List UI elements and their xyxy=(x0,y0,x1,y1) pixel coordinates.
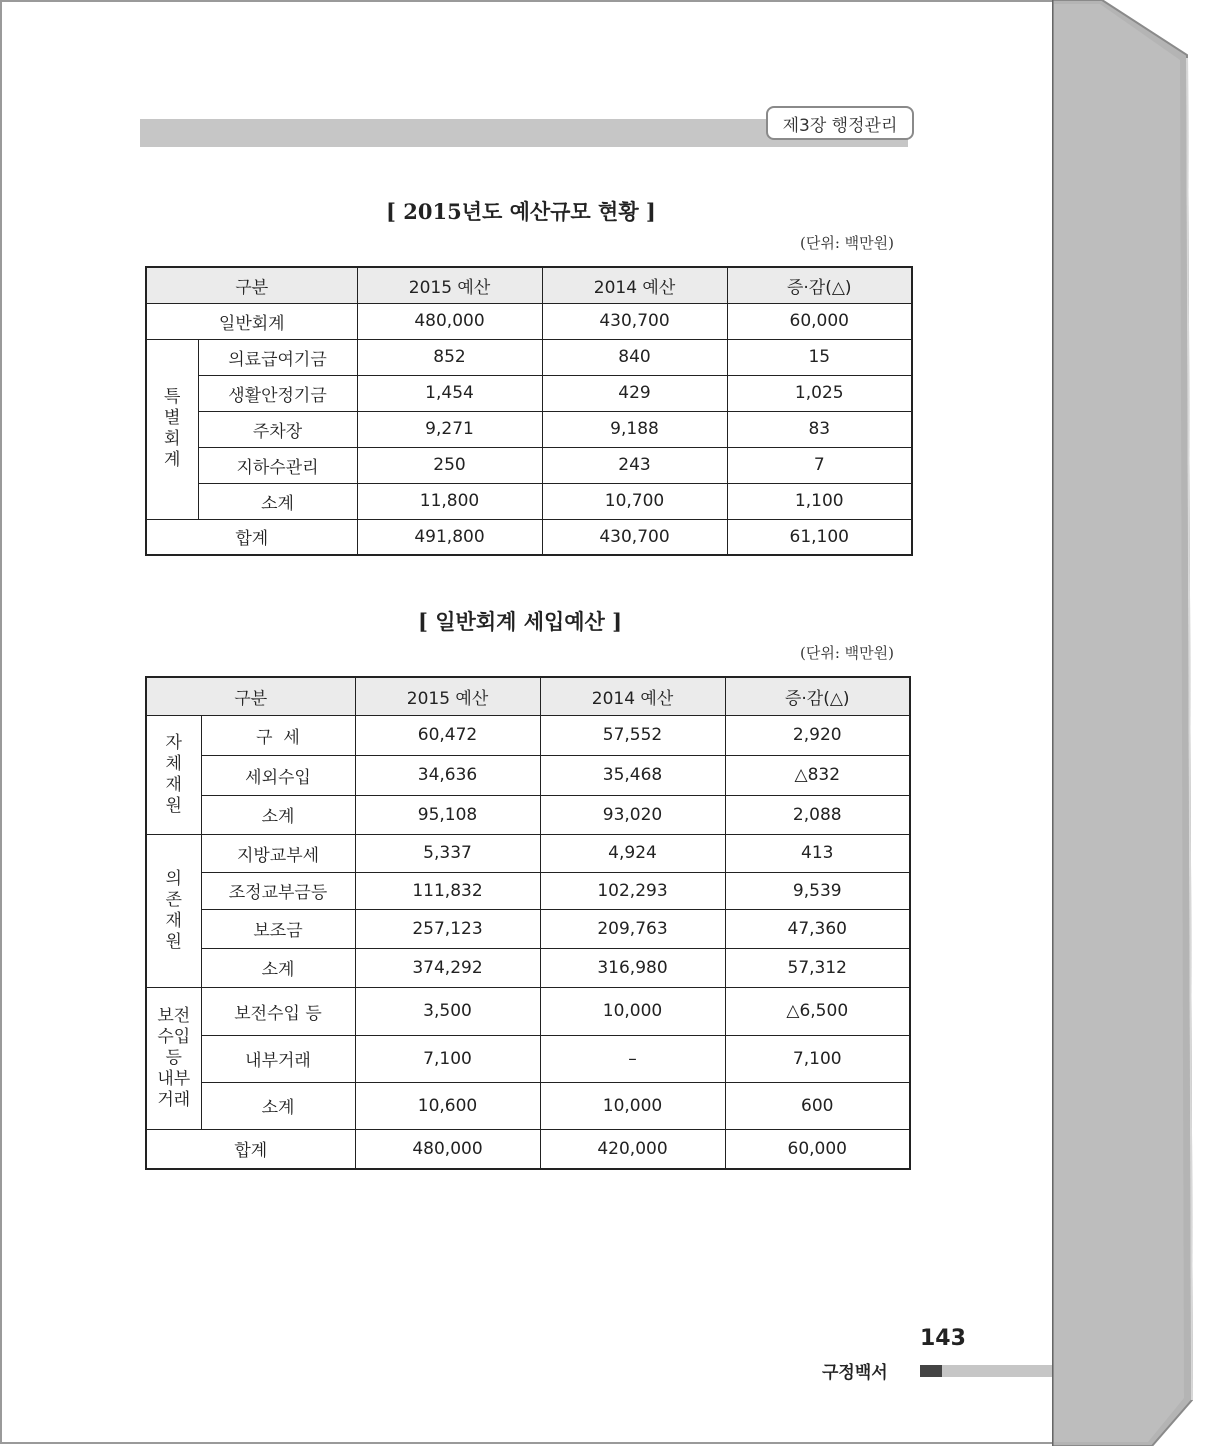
cell-2014: 840 xyxy=(542,339,727,375)
cell-2014: – xyxy=(540,1035,725,1082)
cell-2014: 10,000 xyxy=(540,1082,725,1129)
cell-change: 15 xyxy=(727,339,912,375)
row-label: 내부거래 xyxy=(201,1035,355,1082)
table-row xyxy=(146,519,912,555)
table-row xyxy=(146,872,910,909)
cell-change: 60,000 xyxy=(725,1129,910,1169)
cell-2015: 480,000 xyxy=(355,1129,540,1169)
table-row xyxy=(146,715,910,755)
header-2014: 2014 예산 xyxy=(542,267,727,303)
cell-2015: 257,123 xyxy=(355,909,540,948)
cell-change: 413 xyxy=(725,834,910,872)
group-label: 의 존 재 원 xyxy=(146,834,201,987)
header-category: 구분 xyxy=(146,267,357,303)
cell-change: 2,088 xyxy=(725,795,910,834)
cell-2014: 35,468 xyxy=(540,755,725,795)
cell-2015: 34,636 xyxy=(355,755,540,795)
cell-2014: 316,980 xyxy=(540,948,725,987)
table-row xyxy=(146,411,912,447)
cell-2015: 95,108 xyxy=(355,795,540,834)
cell-2015: 10,600 xyxy=(355,1082,540,1129)
cell-change: 7 xyxy=(727,447,912,483)
cell-2015: 480,000 xyxy=(357,303,542,339)
cell-change: △6,500 xyxy=(725,987,910,1035)
row-label: 소계 xyxy=(201,795,355,834)
row-label: 지하수관리 xyxy=(198,447,357,483)
cell-2015: 5,337 xyxy=(355,834,540,872)
cell-2014: 57,552 xyxy=(540,715,725,755)
cell-change: 61,100 xyxy=(727,519,912,555)
table-row xyxy=(146,1035,910,1082)
footer-bar xyxy=(942,1365,1054,1377)
table2-unit: (단위: 백만원) xyxy=(800,644,894,662)
cell-2015: 852 xyxy=(357,339,542,375)
row-label: 의료급여기금 xyxy=(198,339,357,375)
cell-2014: 430,700 xyxy=(542,519,727,555)
budget-size-table xyxy=(145,266,913,556)
footer-marker xyxy=(920,1365,942,1377)
row-label: 보전수입 등 xyxy=(201,987,355,1035)
row-label: 구 세 xyxy=(201,715,355,755)
cell-change: 47,360 xyxy=(725,909,910,948)
cell-change: 9,539 xyxy=(725,872,910,909)
table-header-row xyxy=(146,267,912,303)
cell-2015: 1,454 xyxy=(357,375,542,411)
cell-2014: 209,763 xyxy=(540,909,725,948)
cell-change: △832 xyxy=(725,755,910,795)
row-label: 생활안정기금 xyxy=(198,375,357,411)
row-label: 합계 xyxy=(146,1129,355,1169)
table-row xyxy=(146,483,912,519)
row-label: 보조금 xyxy=(201,909,355,948)
cell-2015: 111,832 xyxy=(355,872,540,909)
table-row xyxy=(146,447,912,483)
table-row xyxy=(146,375,912,411)
row-label: 소계 xyxy=(201,948,355,987)
cell-change: 2,920 xyxy=(725,715,910,755)
cell-2014: 243 xyxy=(542,447,727,483)
table-row xyxy=(146,303,912,339)
cell-2014: 430,700 xyxy=(542,303,727,339)
cell-2015: 3,500 xyxy=(355,987,540,1035)
table-row xyxy=(146,987,910,1035)
cell-2014: 10,000 xyxy=(540,987,725,1035)
row-label: 조정교부금등 xyxy=(201,872,355,909)
table1-unit: (단위: 백만원) xyxy=(800,234,894,252)
cell-2014: 102,293 xyxy=(540,872,725,909)
table-row xyxy=(146,339,912,375)
row-label: 지방교부세 xyxy=(201,834,355,872)
cell-2014: 10,700 xyxy=(542,483,727,519)
cell-change: 60,000 xyxy=(727,303,912,339)
cell-2015: 491,800 xyxy=(357,519,542,555)
cell-2015: 7,100 xyxy=(355,1035,540,1082)
general-revenue-table xyxy=(145,676,911,1170)
header-2014: 2014 예산 xyxy=(540,677,725,715)
row-label: 주차장 xyxy=(198,411,357,447)
cell-2015: 250 xyxy=(357,447,542,483)
cell-2014: 9,188 xyxy=(542,411,727,447)
row-label: 합계 xyxy=(146,519,357,555)
cell-change: 1,100 xyxy=(727,483,912,519)
cell-2015: 374,292 xyxy=(355,948,540,987)
cell-2014: 429 xyxy=(542,375,727,411)
table1-title: [ 2015년도 예산규모 현황 ] xyxy=(386,199,656,224)
header-change: 증·감(△) xyxy=(727,267,912,303)
row-label: 소계 xyxy=(198,483,357,519)
table-row xyxy=(146,1129,910,1169)
table-row xyxy=(146,1082,910,1129)
group-label: 보전 수입 등 내부 거래 xyxy=(146,987,201,1129)
table2-title: [ 일반회계 세입예산 ] xyxy=(418,609,623,634)
table-row xyxy=(146,948,910,987)
cell-2015: 11,800 xyxy=(357,483,542,519)
group-label: 특 별 회 계 xyxy=(146,339,198,519)
cell-2015: 60,472 xyxy=(355,715,540,755)
header-change: 증·감(△) xyxy=(725,677,910,715)
group-label: 자 체 재 원 xyxy=(146,715,201,834)
cell-change: 57,312 xyxy=(725,948,910,987)
cell-2014: 4,924 xyxy=(540,834,725,872)
book-name: 구정백서 xyxy=(822,1363,888,1383)
page-number: 143 xyxy=(920,1326,966,1351)
cell-change: 1,025 xyxy=(727,375,912,411)
cell-change: 600 xyxy=(725,1082,910,1129)
cell-change: 83 xyxy=(727,411,912,447)
table-row xyxy=(146,909,910,948)
table-row xyxy=(146,795,910,834)
row-label: 소계 xyxy=(201,1082,355,1129)
table-row xyxy=(146,755,910,795)
cell-2014: 93,020 xyxy=(540,795,725,834)
cell-2015: 9,271 xyxy=(357,411,542,447)
table-row xyxy=(146,834,910,872)
book-edge xyxy=(1052,0,1215,1446)
header-2015: 2015 예산 xyxy=(355,677,540,715)
header-2015: 2015 예산 xyxy=(357,267,542,303)
row-label: 세외수입 xyxy=(201,755,355,795)
chapter-tab: 제3장 행정관리 xyxy=(766,106,914,140)
table-header-row xyxy=(146,677,910,715)
row-label: 일반회계 xyxy=(146,303,357,339)
cell-change: 7,100 xyxy=(725,1035,910,1082)
header-category: 구분 xyxy=(146,677,355,715)
cell-2014: 420,000 xyxy=(540,1129,725,1169)
